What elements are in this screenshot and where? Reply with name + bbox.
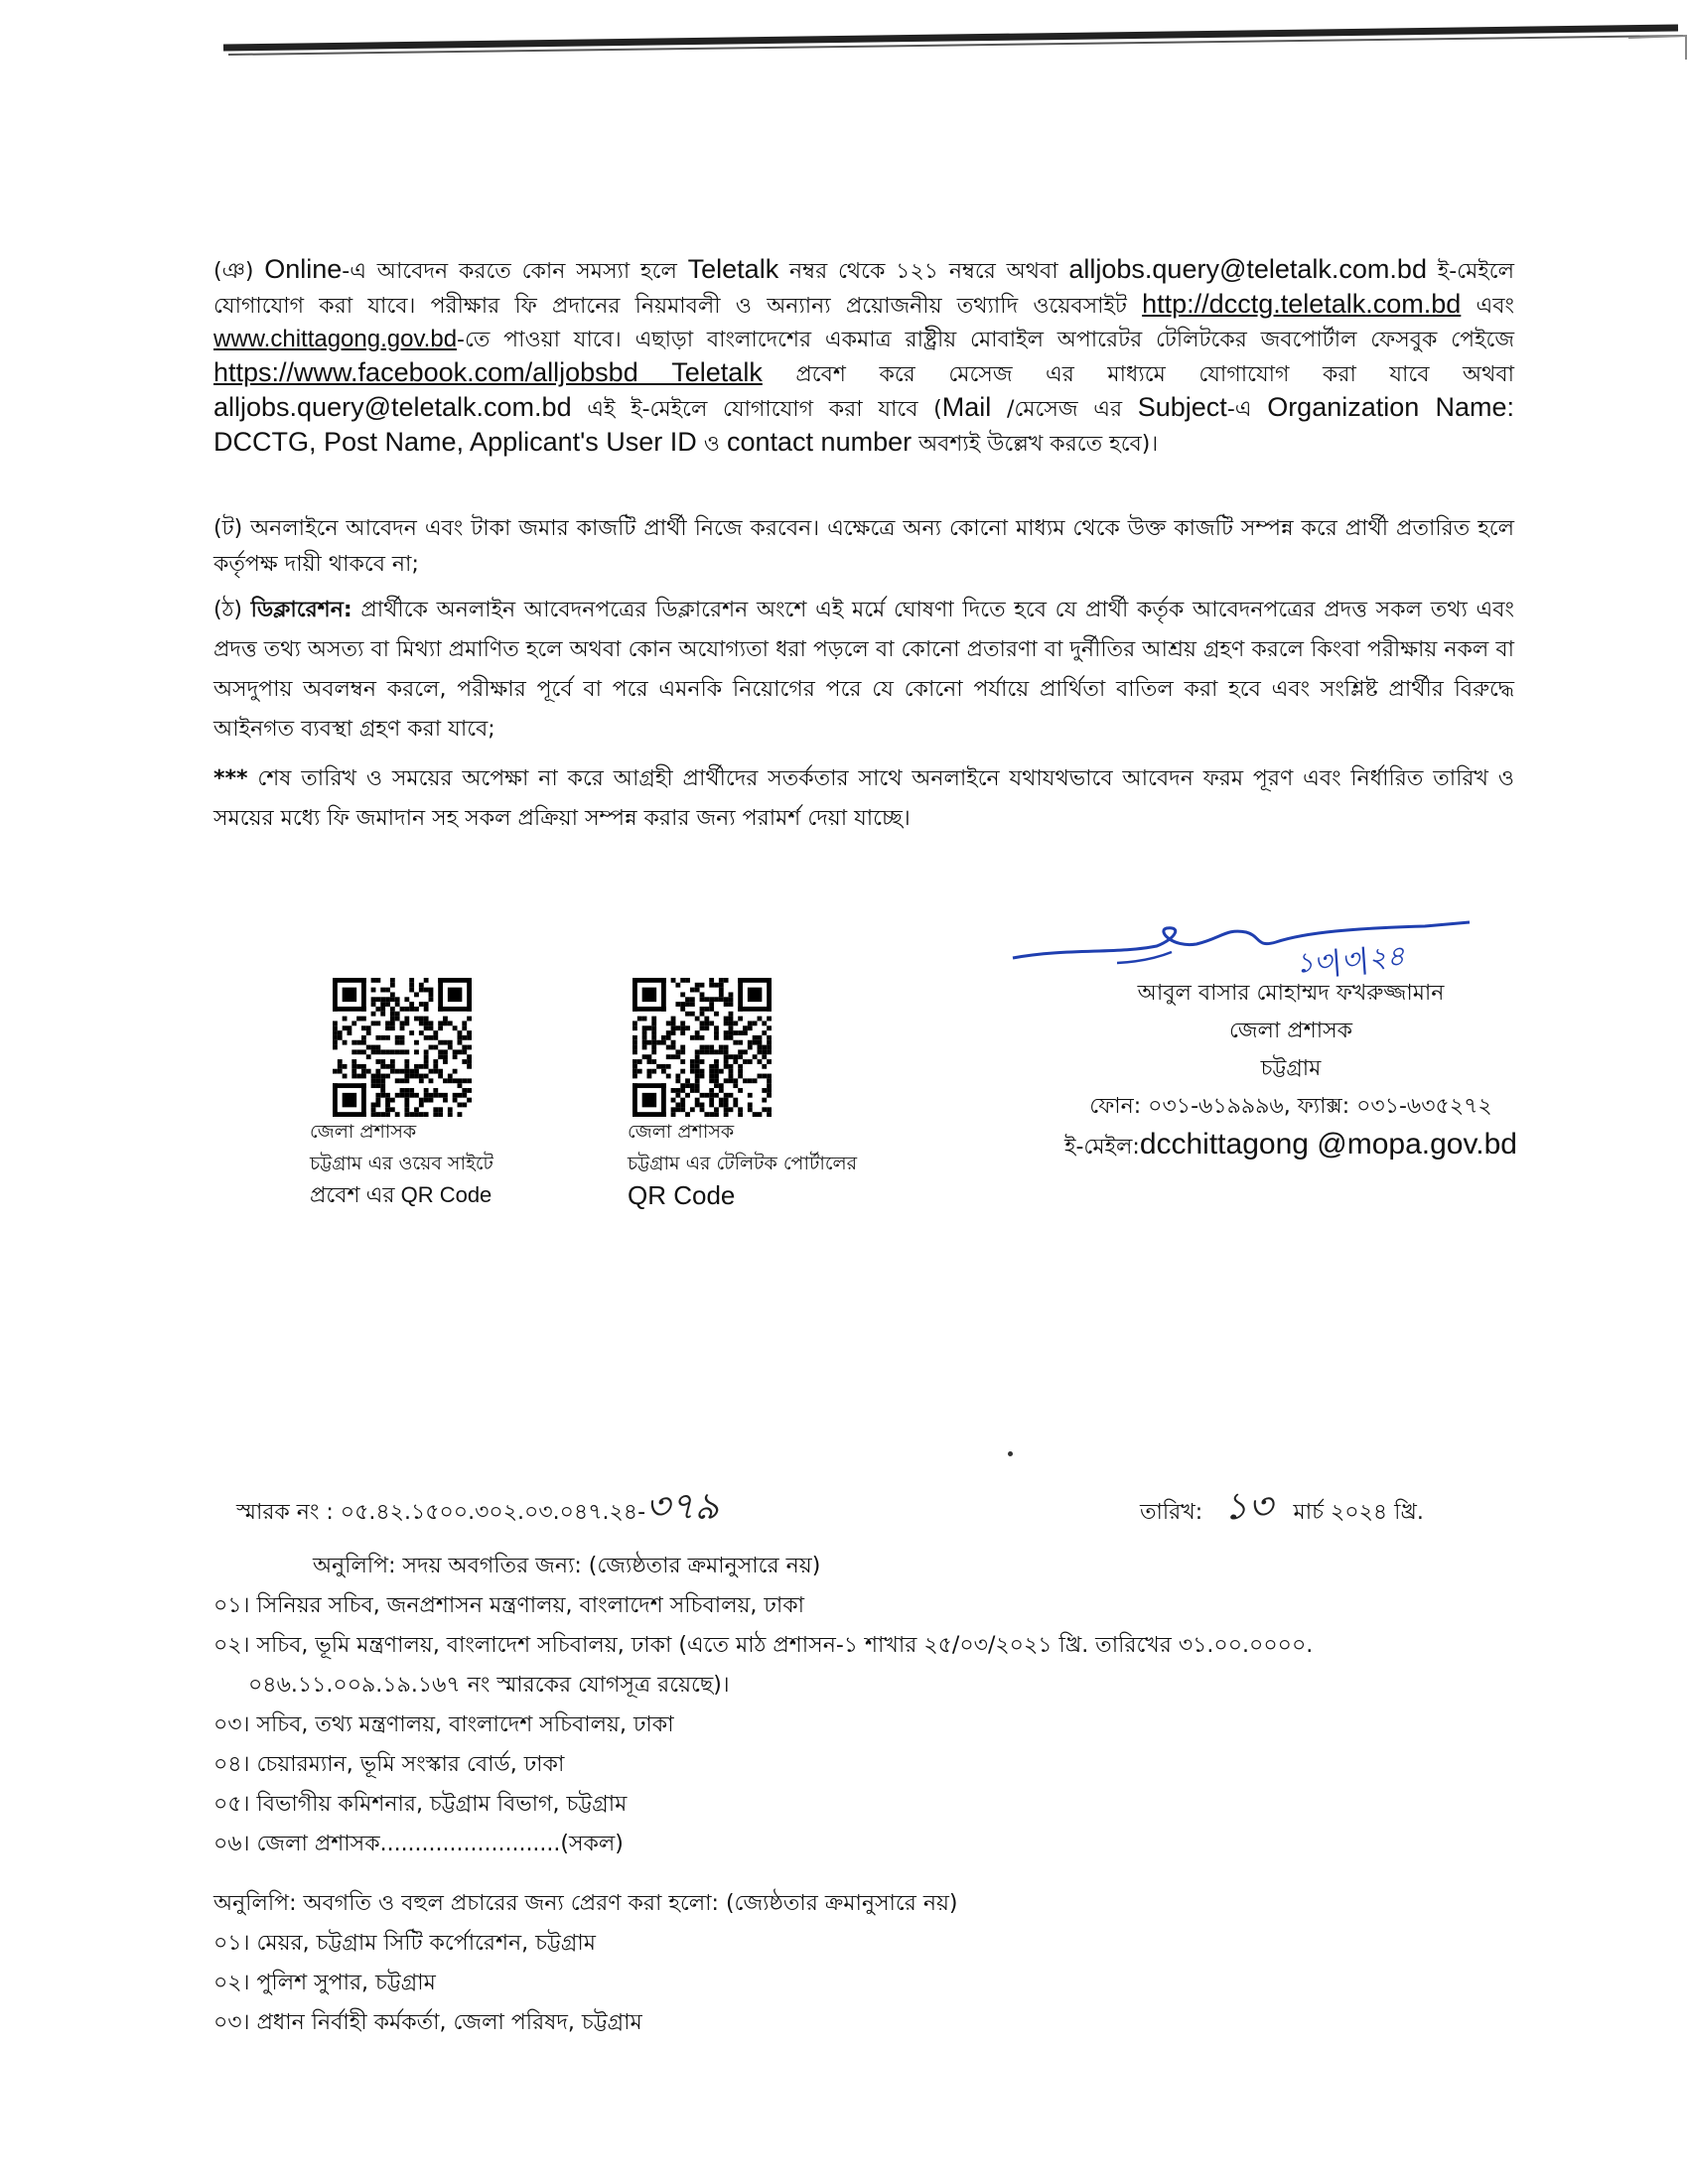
signatory-designation: জেলা প্রশাসক: [1228, 1019, 1353, 1043]
declaration-heading: ডিক্লারেশন:: [250, 598, 352, 622]
signatory-name: আবুল বাসার মোহাম্মদ ফখরুজ্জামান: [1137, 981, 1445, 1006]
facebook-link[interactable]: https://www.facebook.com/alljobsbd Teletalk: [213, 357, 763, 387]
text: নম্বর থেকে ১২১ নম্বরে অথবা: [788, 259, 1058, 284]
asterisk-marker: ***: [213, 766, 248, 791]
email-link-2[interactable]: alljobs.query@teletalk.com.bd: [213, 392, 572, 422]
notice-para-ta: [213, 511, 1514, 583]
text-subject: Subject: [1137, 392, 1227, 422]
list-item: ০৫। বিভাগীয় কমিশনার, চট্টগ্রাম বিভাগ, চট্টগ্রাম: [213, 1792, 628, 1817]
para-marker: (ঞ): [213, 259, 254, 284]
scan-edge-decoration: [0, 0, 1688, 79]
para-ta-text: (ট) অনলাইনে আবেদন এবং টাকা জমার কাজটি প্রার্থী নিজে করবেন। এক্ষেত্রে অন্য কোনো মাধ্যম থেকে উক্ত কাজটি সম্পন্ন করে প্রার্থী প্রতারিত হলে কর্তৃপক্ষ দায়ী থাকবে না;: [213, 516, 1514, 577]
text: ই-মেইলে যোগাযোগ করা যাবে। পরীক্ষার ফি প্রদানের নিয়মাবলী ও অন্যান্য প্রয়োজনীয় তথ্যাদি ওয়েবসাইট: [213, 259, 1514, 319]
text: -তে পাওয়া যাবে। এছাড়া বাংলাদেশের একমাত্র রাষ্ট্রীয় মোবাইল অপারেটর টেলিটকের জবপোর্টাল ফেসবুক পেইজে: [457, 328, 1514, 352]
text-teletalk: Teletalk: [687, 254, 779, 284]
text: এবং: [1476, 294, 1514, 319]
qr-code-teletalk-portal: [633, 978, 772, 1117]
notice-para-nio: [213, 253, 1514, 461]
text-online: Online: [264, 254, 343, 284]
email-label: ই-মেইল:: [1064, 1135, 1140, 1160]
text: এই ই-মেইলে যোগাযোগ করা যাবে (: [587, 397, 942, 422]
signatory-phone: ফোন: ০৩১-৬১৯৯৯৬, ফ্যাক্স: ০৩১-৬৩৫২৭২: [1089, 1094, 1492, 1119]
qr-caption-website: [310, 1116, 493, 1211]
memo-date-rest: মার্চ ২০২৪ খ্রি.: [1293, 1500, 1424, 1525]
qr-code-website: [333, 978, 472, 1117]
copy-list-heading: অনুলিপি: সদয় অবগতির জন্য: (জ্যেষ্ঠতার ক্রমানুসারে নয়): [313, 1554, 821, 1578]
text: /মেসেজ এর: [1006, 397, 1123, 422]
text: -এ: [1226, 397, 1252, 422]
signatory-block: [983, 975, 1599, 1166]
memo-ref-handwritten: ৩৭৯: [645, 1484, 720, 1528]
text: অবশ্যই উল্লেখ করতে হবে)।: [918, 432, 1159, 457]
memo-ref-label: স্মারক নং : ০৫.৪২.১৫০০.৩০২.০৩.০৪৭.২৪-: [236, 1500, 646, 1525]
text: -এ আবেদন করতে কোন সমস্যা হলে: [342, 259, 677, 284]
list-item: ০৬। জেলা প্রশাসক..........................(সকল): [213, 1832, 624, 1856]
memo-date-label: তারিখ:: [1140, 1500, 1203, 1525]
list-item: ০৪। চেয়ারম্যান, ভূমি সংস্কার বোর্ড, ঢাকা: [213, 1752, 565, 1777]
qr-caption-line: জেলা প্রশাসক: [628, 1121, 735, 1143]
notice-para-tha: [213, 591, 1514, 750]
memo-reference: [236, 1484, 720, 1530]
website-link-dcctg[interactable]: http://dcctg.teletalk.com.bd: [1142, 289, 1462, 319]
text: ও: [703, 432, 720, 457]
list-item: ০৩। সচিব, তথ্য মন্ত্রণালয়, বাংলাদেশ সচিবালয়, ঢাকা: [213, 1712, 674, 1737]
qr-caption-line: জেলা প্রশাসক: [310, 1121, 417, 1143]
declaration-body: প্রার্থীকে অনলাইন আবেদনপত্রের ডিক্লারেশন অংশে এই মর্মে ঘোষণা দিতে হবে যে প্রার্থী কর্তৃক আবেদনপত্রের প্রদত্ত সকল তথ্য এবং প্রদত্ত তথ্য অসত্য বা মিথ্যা প্রমাণিত হলে অথবা কোন অযোগ্যতা ধরা পড়লে বা কোনো প্রতারণা বা দুর্নীতির আশ্রয় গ্রহণ করলে কিংবা পরীক্ষায় নকল বা অসদুপায় অবলম্বন করলে, পরীক্ষার পূর্বে বা পরে এমনকি নিয়োগের পরে যে কোনো পর্যায়ে প্রার্থিতা বাতিল করা হবে এবং সংশ্লিষ্ট প্রার্থীর বিরুদ্ধে আইনগত ব্যবস্থা গ্রহণ করা যাবে;: [213, 598, 1514, 742]
scan-speck: [1008, 1451, 1013, 1456]
qr-caption-line: QR Code: [628, 1180, 736, 1210]
memo-date: [1140, 1484, 1424, 1530]
website-link-chittagong[interactable]: www.chittagong.gov.bd: [213, 326, 458, 352]
signature-date: ১৩|৩|২৪: [1294, 939, 1406, 980]
list-item: ০৩। প্রধান নির্বাহী কর্মকর্তা, জেলা পরিষদ, চট্টগ্রাম: [213, 2010, 642, 2035]
qr-caption-teletalk: [628, 1116, 857, 1211]
qr-caption-line: প্রবেশ এর QR Code: [310, 1182, 492, 1207]
notice-para-advice: [213, 759, 1514, 839]
copy-list-info: [213, 1547, 1504, 1864]
copy-list-publicity: [213, 1884, 1504, 2043]
text-mail: Mail: [941, 392, 992, 422]
text: প্রবেশ করে মেসেজ এর মাধ্যমে যোগাযোগ করা যাবে অথবা: [795, 362, 1514, 387]
text-organization: Organization Name: DCCTG, Post Name, Applicant's User ID: [213, 392, 1514, 457]
list-item: ০৪৬.১১.০০৯.১৯.১৬৭ নং স্মারকের যোগসূত্র রয়েছে)।: [248, 1673, 730, 1698]
list-item: ০১। মেয়র, চট্টগ্রাম সিটি কর্পোরেশন, চট্টগ্রাম: [213, 1931, 596, 1956]
list-item: ০২। পুলিশ সুপার, চট্টগ্রাম: [213, 1971, 436, 1995]
signatory-district: চট্টগ্রাম: [1260, 1056, 1322, 1081]
qr-caption-line: চট্টগ্রাম এর ওয়েব সাইটে: [310, 1153, 493, 1174]
copy-list-heading: অনুলিপি: অবগতি ও বহুল প্রচারের জন্য প্রেরণ করা হলো: (জ্যেষ্ঠতার ক্রমানুসারে নয়): [213, 1891, 958, 1916]
signatory-email[interactable]: dcchittagong @mopa.gov.bd: [1139, 1128, 1517, 1160]
text-contact-number: contact number: [727, 427, 913, 457]
advice-text: শেষ তারিখ ও সময়ের অপেক্ষা না করে আগ্রহী প্রার্থীদের সতর্কতার সাথে অনলাইনে যথাযথভাবে আবেদন ফরম পূরণ এবং নির্ধারিত তারিখ ও সময়ের মধ্যে ফি জমাদান সহ সকল প্রক্রিয়া সম্পন্ন করার জন্য পরামর্শ দেয়া যাচ্ছে।: [213, 766, 1515, 831]
list-item: ০১। সিনিয়র সচিব, জনপ্রশাসন মন্ত্রণালয়, বাংলাদেশ সচিবালয়, ঢাকা: [213, 1593, 805, 1618]
list-item: ০২। সচিব, ভূমি মন্ত্রণালয়, বাংলাদেশ সচিবালয়, ঢাকা (এতে মাঠ প্রশাসন-১ শাখার ২৫/০৩/২০২১ খ্রি. তারিখের ৩১.০০.০০০০.: [213, 1633, 1314, 1658]
para-marker: (ঠ): [213, 598, 242, 622]
qr-caption-line: চট্টগ্রাম এর টেলিটক পোর্টালের: [628, 1153, 858, 1174]
email-link-1[interactable]: alljobs.query@teletalk.com.bd: [1068, 254, 1427, 284]
memo-date-handwritten: ১৩: [1223, 1484, 1273, 1528]
